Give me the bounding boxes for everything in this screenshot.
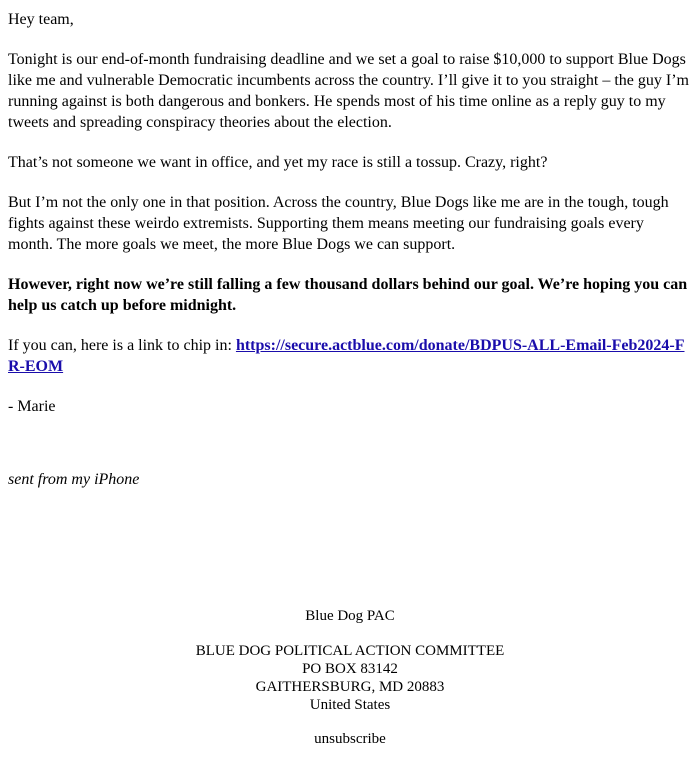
link-intro-text: If you can, here is a link to chip in: xyxy=(8,337,236,354)
paragraph-tossup: That’s not someone we want in office, and yet my race is still a tossup. Crazy, right? xyxy=(8,154,548,171)
donate-link[interactable]: https://secure.actblue.com/donate/BDPUS-ALL-Email-Feb2024-FR-EOM xyxy=(8,337,685,375)
paragraph-blue-dogs: But I’m not the only one in that position. Across the country, Blue Dogs like me are in the tough, tough fights against these weirdo extremists. Supporting them means meeting our fundraising goals every month. The more goals we meet, the more Blue Dogs we can support. xyxy=(8,194,669,253)
footer-city-state-zip: GAITHERSBURG, MD 20883 xyxy=(255,679,445,695)
footer-po-box: PO BOX 83142 xyxy=(302,661,398,677)
paragraph-donate xyxy=(8,335,692,377)
paragraph-deadline: Tonight is our end-of-month fundraising deadline and we set a goal to raise $10,000 to support Blue Dogs like me and vulnerable Democratic incumbents across the country. I’ll give it to you straight – the guy I’m running against is both dangerous and bonkers. He spends most of his time online as a reply guy to my tweets and spreading conspiracy theories about the election. xyxy=(8,51,689,131)
signature: sent from my iPhone xyxy=(8,471,140,488)
footer-org-name: Blue Dog PAC xyxy=(305,608,395,624)
greeting: Hey team, xyxy=(8,11,74,28)
footer-committee: BLUE DOG POLITICAL ACTION COMMITTEE xyxy=(195,643,505,659)
footer-country: United States xyxy=(309,697,391,713)
paragraph-goal-behind: However, right now we’re still falling a few thousand dollars behind our goal. We’re hoping you can help us catch up before midnight. xyxy=(8,276,688,314)
sign-off: - Marie xyxy=(8,398,56,415)
email-body xyxy=(8,9,692,436)
unsubscribe-link[interactable]: unsubscribe xyxy=(314,731,386,747)
email-footer xyxy=(0,607,700,748)
